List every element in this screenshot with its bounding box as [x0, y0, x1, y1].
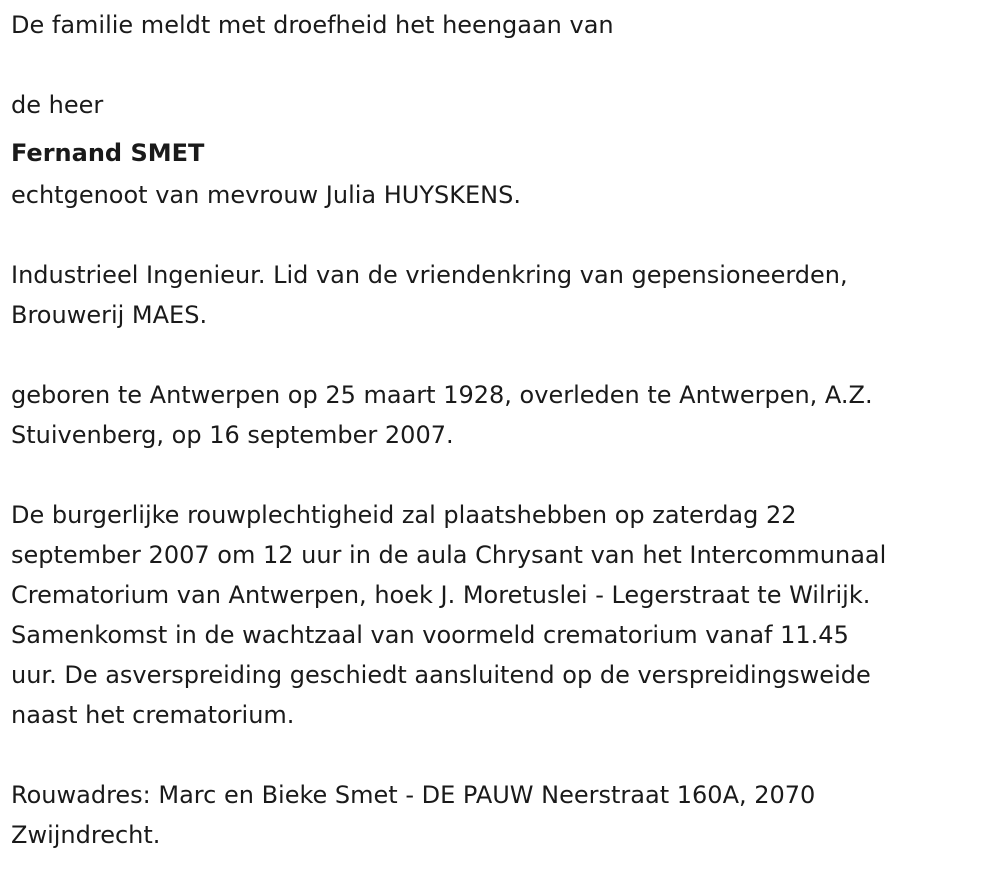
- address-line-1: Rouwadres: Marc en Bieke Smet - DE PAUW Neerstraat 160A, 2070: [11, 781, 816, 809]
- occupation-line-1: Industrieel Ingenieur. Lid van de vriendenkring van gepensioneerden,: [11, 261, 848, 289]
- spacer: [11, 735, 989, 775]
- address-line-2: Zwijndrecht.: [11, 821, 161, 849]
- honorific: de heer: [11, 91, 104, 119]
- dates-line-2: Stuivenberg, op 16 september 2007.: [11, 421, 454, 449]
- intro-text: De familie meldt met droefheid het heengaan van: [11, 11, 614, 39]
- spacer: [11, 455, 989, 495]
- ceremony-line-2: september 2007 om 12 uur in de aula Chrysant van het Intercommunaal: [11, 541, 887, 569]
- ceremony-line-5: uur. De asverspreiding geschiedt aansluitend op de verspreidingsweide: [11, 661, 871, 689]
- occupation-line-2: Brouwerij MAES.: [11, 301, 208, 329]
- spacer: [11, 215, 989, 255]
- deceased-name: Fernand SMET: [11, 139, 205, 167]
- ceremony-line-6: naast het crematorium.: [11, 701, 295, 729]
- spacer: [11, 45, 989, 85]
- ceremony-line-3: Crematorium van Antwerpen, hoek J. Moretuslei - Legerstraat te Wilrijk.: [11, 581, 871, 609]
- dates-line-1: geboren te Antwerpen op 25 maart 1928, overleden te Antwerpen, A.Z.: [11, 381, 873, 409]
- ceremony-line-4: Samenkomst in de wachtzaal van voormeld crematorium vanaf 11.45: [11, 621, 849, 649]
- spacer: [11, 335, 989, 375]
- ceremony-line-1: De burgerlijke rouwplechtigheid zal plaatshebben op zaterdag 22: [11, 501, 797, 529]
- spouse-text: echtgenoot van mevrouw Julia HUYSKENS.: [11, 181, 521, 209]
